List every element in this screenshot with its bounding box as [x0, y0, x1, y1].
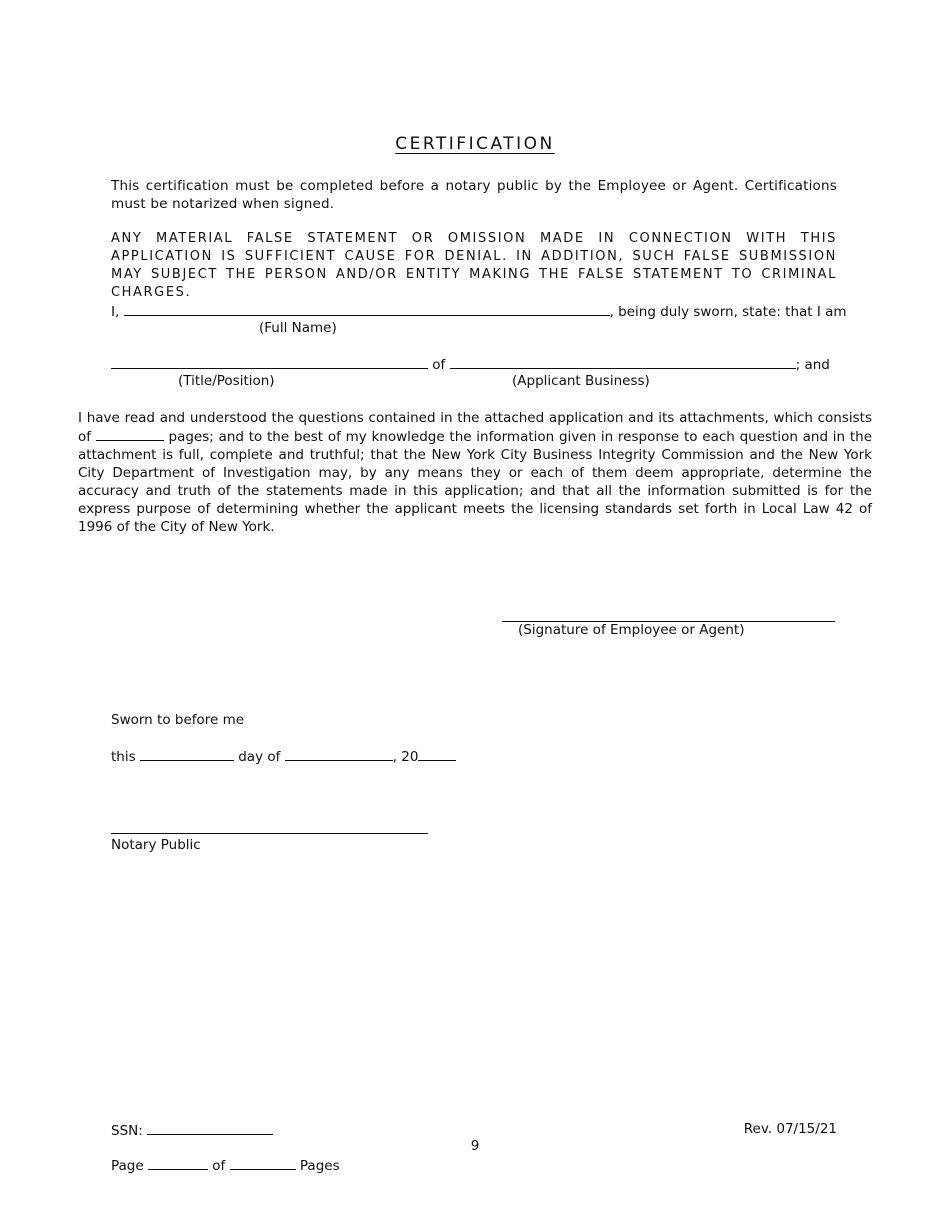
signature-caption: (Signature of Employee or Agent)	[518, 622, 745, 638]
page-label: Page	[111, 1158, 144, 1174]
page-of-pages-line	[111, 1156, 340, 1174]
day-field[interactable]	[140, 747, 234, 761]
name-prefix: I,	[111, 304, 120, 320]
pages-label: Pages	[299, 1158, 340, 1174]
this-label: this	[111, 749, 136, 765]
page-count-field[interactable]	[96, 427, 164, 441]
notary-signature-field[interactable]	[111, 832, 428, 834]
ssn-label: SSN:	[111, 1123, 143, 1139]
revision-date: Rev. 07/15/21	[743, 1121, 837, 1137]
page-field[interactable]	[148, 1156, 208, 1170]
day-of-label: day of	[238, 749, 281, 765]
and-suffix: ; and	[795, 357, 830, 373]
statement-paragraph	[78, 409, 872, 536]
sworn-label: Sworn to before me	[111, 712, 245, 728]
year-field[interactable]	[418, 747, 456, 761]
warning-paragraph: ANY MATERIAL FALSE STATEMENT OR OMISSION MADE IN CONNECTION WITH THIS APPLICATION IS SUFFICIENT CAUSE FOR DENIAL. IN ADDITION, SUCH FALSE SUBMISSION MAY SUBJECT THE PERSON AND/OR ENTITY MAKING THE FALSE STATEMENT TO CRIMINAL CHARGES.	[111, 231, 837, 300]
full-name-line	[111, 302, 847, 320]
title-position-caption: (Title/Position)	[178, 373, 275, 389]
full-name-field[interactable]	[124, 302, 610, 316]
notary-label: Notary Public	[111, 837, 201, 853]
full-name-caption: (Full Name)	[259, 320, 337, 336]
intro-paragraph: This certification must be completed before a notary public by the Employee or Agent. Certifications must be notarized when signed.	[111, 178, 837, 212]
title-business-line	[111, 355, 830, 373]
ssn-field[interactable]	[147, 1121, 273, 1135]
applicant-business-field[interactable]	[450, 355, 796, 369]
of-label: of	[212, 1158, 226, 1174]
name-suffix: , being duly sworn, state: that I am	[609, 304, 847, 320]
ssn-line	[111, 1121, 273, 1139]
month-field[interactable]	[285, 747, 393, 761]
of-connector: of	[432, 357, 446, 373]
statement-part1: I have read and understood the questions contained in the attached application and its attachments, which consists of	[78, 410, 872, 445]
applicant-business-caption: (Applicant Business)	[512, 373, 650, 389]
sworn-date-line	[111, 747, 456, 765]
page-title: CERTIFICATION	[395, 134, 555, 154]
page-number: 9	[470, 1138, 480, 1154]
title-position-field[interactable]	[111, 355, 428, 369]
total-pages-field[interactable]	[230, 1156, 296, 1170]
statement-part2: pages; and to the best of my knowledge the information given in response to each question and in the attachment is full, complete and truthful; that the New York City Business Integrity Commission and the New York City Department of Investigation may, by any means they or each of them deem appropriate, determine the accuracy and truth of the statements made in this application; and that all the information submitted is for the express purpose of determining whether the applicant meets the licensing standards set forth in Local Law 42 of 1996 of the City of New York.	[78, 429, 872, 535]
year-prefix: , 20	[392, 749, 419, 765]
